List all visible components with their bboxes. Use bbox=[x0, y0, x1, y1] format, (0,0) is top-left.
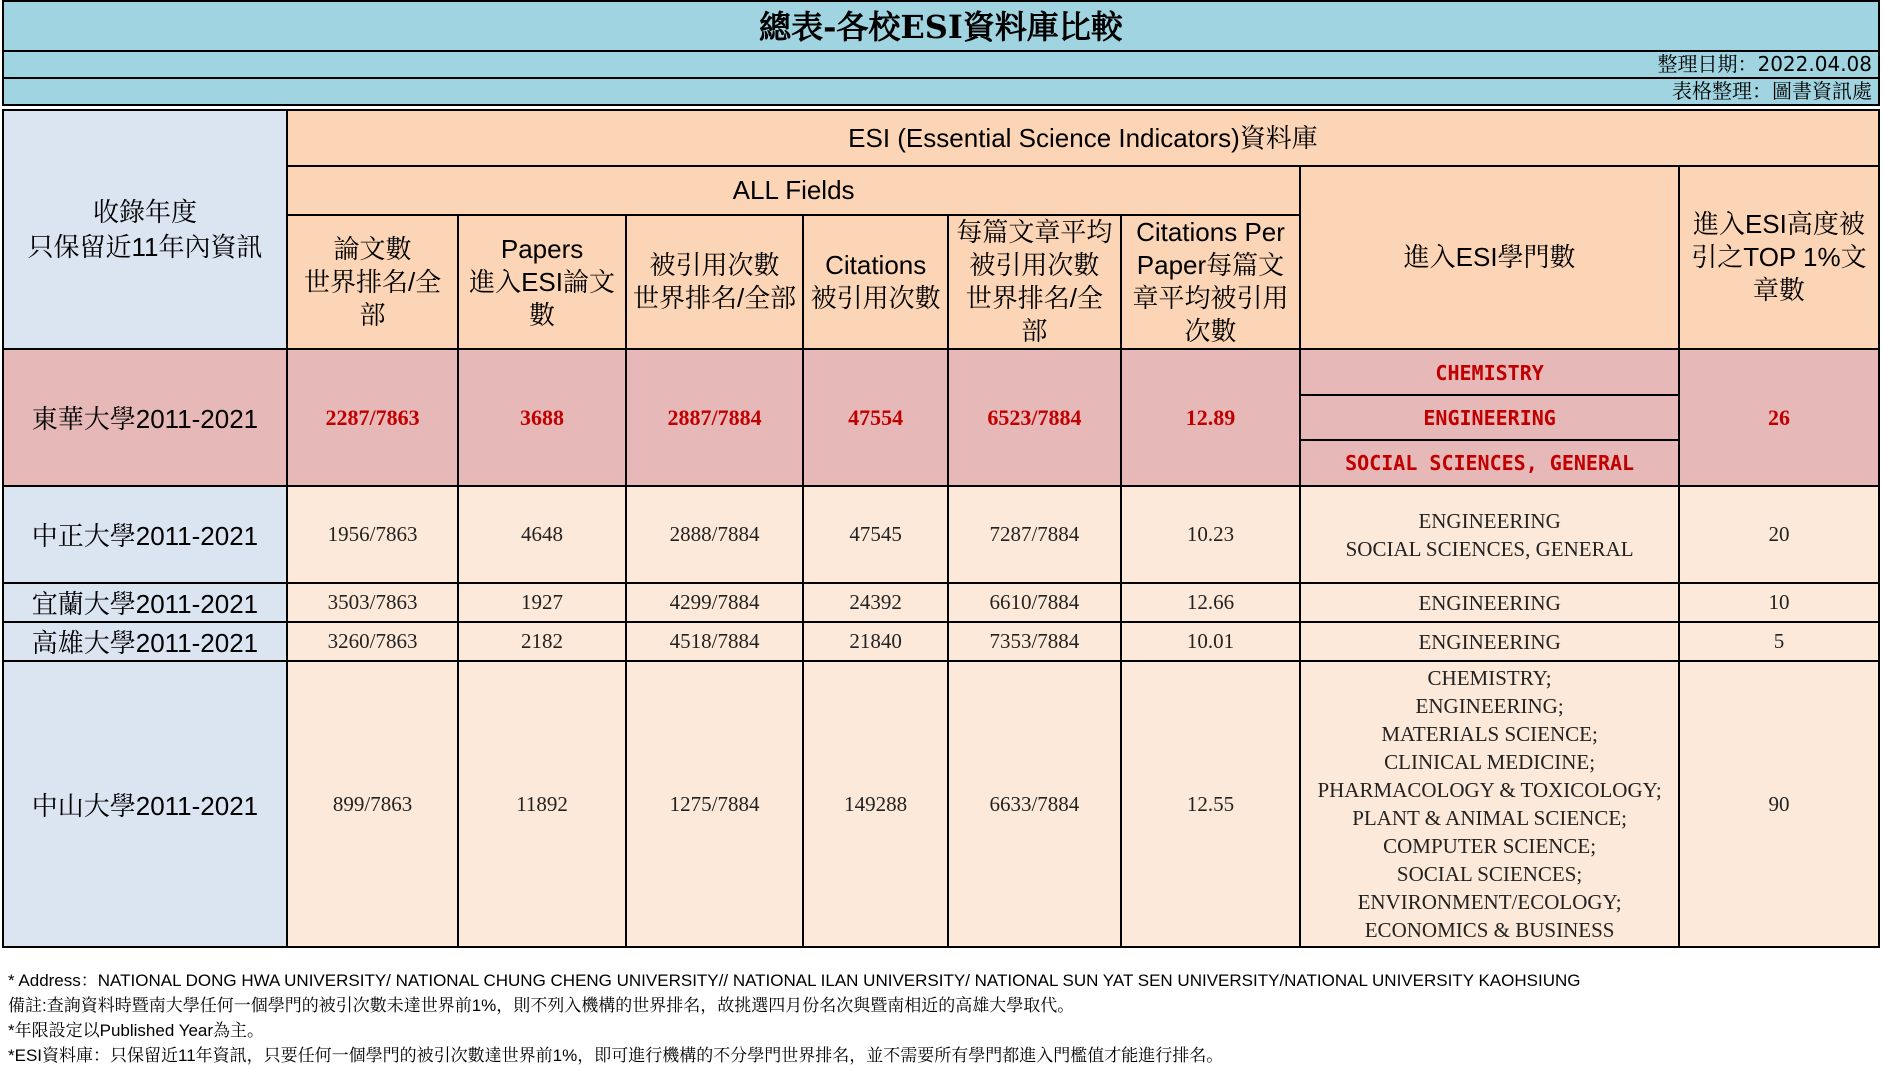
cpp-rank: 7287/7884 bbox=[948, 486, 1121, 583]
citations-rank: 1275/7884 bbox=[626, 661, 803, 947]
subject-item: MATERIALS SCIENCE; bbox=[1381, 722, 1598, 746]
footnote-address: * Address：NATIONAL DONG HWA UNIVERSITY/ NATIONAL CHUNG CHENG UNIVERSITY// NATIONAL ILAN UNIVERSITY/ NATIONAL SUN YAT SEN UNIVERSITY/NATIONAL UNIVERSITY KAOHSIUNG bbox=[8, 971, 1581, 990]
table-row bbox=[3, 661, 1879, 947]
table-row bbox=[3, 349, 1879, 486]
cpp-value: 10.23 bbox=[1121, 486, 1301, 583]
citations-count: 149288 bbox=[803, 661, 948, 947]
citations-count: 47545 bbox=[803, 486, 948, 583]
compiled-by: 表格整理：圖書資訊處 bbox=[2, 79, 1880, 106]
header-line: 被引用次數 bbox=[810, 283, 941, 313]
citations-rank: 4299/7884 bbox=[626, 583, 803, 622]
header-line: 世界排名/全部 bbox=[632, 283, 797, 313]
subject-item: CHEMISTRY; bbox=[1427, 666, 1552, 690]
cpp-value: 12.55 bbox=[1121, 661, 1301, 947]
year-header-line2: 只保留近11年內資訊 bbox=[27, 231, 263, 262]
top1-count: 90 bbox=[1679, 661, 1879, 947]
subject-item: ENVIRONMENT/ECOLOGY; bbox=[1357, 890, 1622, 914]
subject-item: ECONOMICS & BUSINESS bbox=[1364, 918, 1615, 942]
cpp-rank: 7353/7884 bbox=[948, 622, 1121, 661]
col-header-papers bbox=[458, 215, 626, 349]
subject-item: ENGINEERING bbox=[1418, 590, 1561, 615]
top1-count: 20 bbox=[1679, 486, 1879, 583]
header-line: 部 bbox=[359, 299, 386, 330]
top1-count: 26 bbox=[1679, 349, 1879, 486]
subject-item: ENGINEERING; bbox=[1415, 694, 1564, 718]
top1-count: 10 bbox=[1679, 583, 1879, 622]
top1-header-line: 章數 bbox=[1752, 275, 1805, 305]
papers-rank: 3260/7863 bbox=[287, 622, 458, 661]
subjects-cell bbox=[1300, 349, 1679, 486]
header-line: 每篇文章平均 bbox=[956, 217, 1113, 247]
header-line: 被引用次數 bbox=[969, 250, 1100, 280]
col-header-citations-rank bbox=[626, 215, 803, 349]
esi-comparison-table bbox=[2, 109, 1880, 948]
citations-count: 24392 bbox=[803, 583, 948, 622]
header-line: 次數 bbox=[1184, 316, 1237, 346]
footnote-remark: 備註:查詢資料時暨南大學任何一個學門的被引次數未達世界前1%，則不列入機構的世界排名，故挑選四月份名次與暨南相近的高雄大學取代。 bbox=[8, 996, 1075, 1015]
citations-count: 47554 bbox=[803, 349, 948, 486]
subject-item: ENGINEERING bbox=[1418, 508, 1561, 533]
papers-rank: 3503/7863 bbox=[287, 583, 458, 622]
header-line: 世界排名/全 bbox=[303, 266, 442, 297]
cpp-value: 12.89 bbox=[1121, 349, 1301, 486]
subject-item: CLINICAL MEDICINE; bbox=[1384, 750, 1596, 774]
header-line: 論文數 bbox=[333, 233, 412, 264]
subjects-cell bbox=[1300, 486, 1679, 583]
compiled-date: 整理日期：2022.04.08 bbox=[2, 52, 1880, 79]
header-line: 數 bbox=[529, 299, 556, 330]
subject-item: CHEMISTRY bbox=[1301, 351, 1678, 396]
all-fields-header: ALL Fields bbox=[287, 166, 1300, 215]
citations-rank: 2888/7884 bbox=[626, 486, 803, 583]
school-name: 東華大學2011-2021 bbox=[3, 349, 287, 486]
subject-item: ENGINEERING bbox=[1418, 629, 1561, 654]
school-name: 中正大學2011-2021 bbox=[3, 486, 287, 583]
subjects-cell bbox=[1300, 622, 1679, 661]
cpp-rank: 6523/7884 bbox=[948, 349, 1121, 486]
subject-item: SOCIAL SCIENCES; bbox=[1396, 862, 1583, 886]
citations-rank: 2887/7884 bbox=[626, 349, 803, 486]
school-name: 宜蘭大學2011-2021 bbox=[3, 583, 287, 622]
top1-header bbox=[1679, 166, 1879, 349]
cpp-rank: 6610/7884 bbox=[948, 583, 1121, 622]
subject-item: SOCIAL SCIENCES, GENERAL bbox=[1345, 536, 1634, 561]
col-header-citations bbox=[803, 215, 948, 349]
school-name: 中山大學2011-2021 bbox=[3, 661, 287, 947]
esi-header: ESI (Essential Science Indicators)資料庫 bbox=[287, 110, 1879, 166]
table-row bbox=[3, 486, 1879, 583]
cpp-value: 12.66 bbox=[1121, 583, 1301, 622]
subject-item: ENGINEERING bbox=[1301, 396, 1678, 441]
table-row bbox=[3, 622, 1879, 661]
subject-item: COMPUTER SCIENCE; bbox=[1383, 834, 1597, 858]
col-header-cpp bbox=[1121, 215, 1301, 349]
footnotes bbox=[8, 968, 1878, 1068]
header-line: Paper每篇文 bbox=[1136, 250, 1285, 280]
year-header-line1: 收錄年度 bbox=[92, 196, 197, 227]
header-line: 部 bbox=[1021, 316, 1048, 346]
footnote-esi: *ESI資料庫：只保留近11年資訊，只要任何一個學門的被引次數達世界前1%，即可進行機構的不分學門世界排名，並不需要所有學門都進入門檻值才能進行排名。 bbox=[8, 1046, 1224, 1065]
year-header bbox=[3, 110, 287, 349]
school-name: 高雄大學2011-2021 bbox=[3, 622, 287, 661]
header-line: 被引用次數 bbox=[649, 250, 780, 280]
papers-count: 4648 bbox=[458, 486, 626, 583]
papers-count: 3688 bbox=[458, 349, 626, 486]
subject-item: SOCIAL SCIENCES, GENERAL bbox=[1345, 450, 1635, 475]
cpp-value: 10.01 bbox=[1121, 622, 1301, 661]
header-line: 章平均被引用 bbox=[1132, 283, 1289, 313]
header-line: Citations bbox=[825, 250, 927, 280]
cpp-rank: 6633/7884 bbox=[948, 661, 1121, 947]
citations-rank: 4518/7884 bbox=[626, 622, 803, 661]
subject-item: PLANT & ANIMAL SCIENCE; bbox=[1352, 806, 1627, 830]
top1-count: 5 bbox=[1679, 622, 1879, 661]
papers-rank: 2287/7863 bbox=[287, 349, 458, 486]
footnote-year: *年限設定以Published Year為主。 bbox=[8, 1021, 265, 1040]
top1-header-line: 進入ESI高度被 bbox=[1692, 209, 1865, 239]
subjects-cell bbox=[1300, 583, 1679, 622]
page-title: 總表-各校ESI資料庫比較 bbox=[2, 0, 1880, 52]
col-header-cpp-rank bbox=[948, 215, 1121, 349]
subjects-header: 進入ESI學門數 bbox=[1300, 166, 1679, 349]
header-line: Papers bbox=[500, 233, 584, 264]
header-line: 進入ESI論文 bbox=[469, 266, 616, 297]
papers-count: 2182 bbox=[458, 622, 626, 661]
papers-rank: 1956/7863 bbox=[287, 486, 458, 583]
table-row bbox=[3, 583, 1879, 622]
subjects-cell bbox=[1300, 661, 1679, 947]
subject-item: PHARMACOLOGY & TOXICOLOGY; bbox=[1317, 778, 1662, 802]
header-line: Citations Per bbox=[1136, 217, 1285, 247]
header-line: 世界排名/全 bbox=[965, 283, 1103, 313]
citations-count: 21840 bbox=[803, 622, 948, 661]
col-header-papers-rank bbox=[287, 215, 458, 349]
papers-rank: 899/7863 bbox=[287, 661, 458, 947]
top1-header-line: 引之TOP 1%文 bbox=[1691, 242, 1867, 272]
papers-count: 1927 bbox=[458, 583, 626, 622]
papers-count: 11892 bbox=[458, 661, 626, 947]
